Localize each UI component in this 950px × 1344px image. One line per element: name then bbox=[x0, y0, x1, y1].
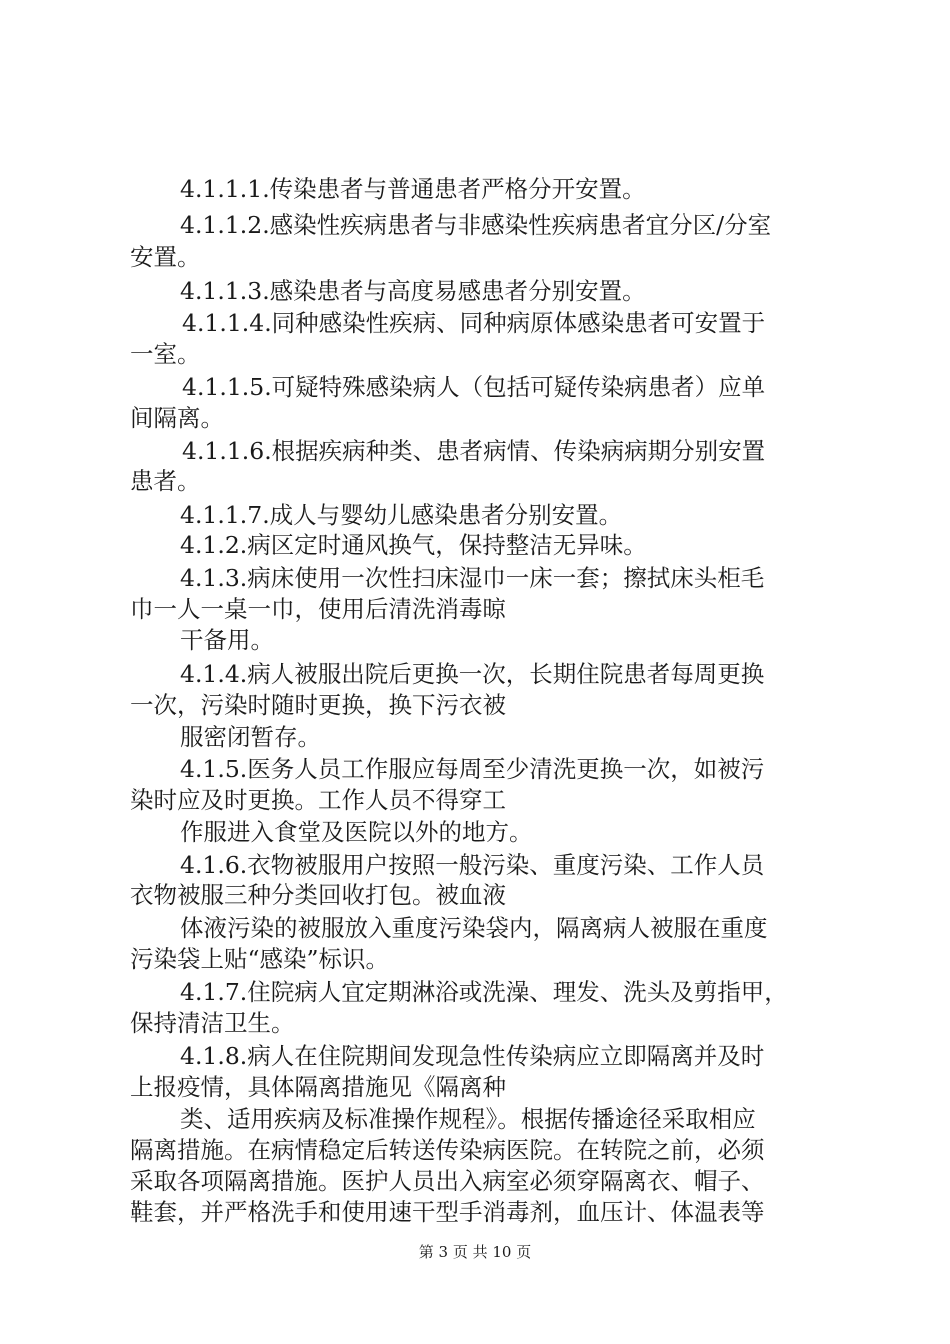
page-number-footer: 第 3 页 共 10 页 bbox=[418, 1243, 532, 1261]
text-line: 巾一人一桌一巾，使用后清洗消毒晾 bbox=[130, 595, 506, 623]
text-line: 4.1.1.3.感染患者与高度易感患者分别安置。 bbox=[180, 277, 646, 305]
text-line: 体液污染的被服放入重度污染袋内，隔离病人被服在重度 bbox=[180, 914, 768, 942]
text-line: 4.1.8.病人在住院期间发现急性传染病应立即隔离并及时 bbox=[180, 1042, 765, 1070]
text-line: 采取各项隔离措施。医护人员出入病室必须穿隔离衣、帽子、 bbox=[130, 1167, 765, 1195]
text-line: 4.1.1.2.感染性疾病患者与非感染性疾病患者宜分区/分室 bbox=[180, 211, 772, 239]
text-line: 隔离措施。在病情稳定后转送传染病医院。在转院之前，必须 bbox=[130, 1136, 765, 1164]
text-line: 4.1.3.病床使用一次性扫床湿巾一床一套；擦拭床头柜毛 bbox=[180, 564, 765, 592]
text-line: 安置。 bbox=[130, 243, 201, 271]
text-line: 一次，污染时随时更换，换下污衣被 bbox=[130, 691, 506, 719]
text-line: 4.1.4.病人被服出院后更换一次，长期住院患者每周更换 bbox=[180, 660, 765, 688]
text-line: 患者。 bbox=[130, 467, 201, 495]
text-line: 4.1.1.6.根据疾病种类、患者病情、传染病病期分别安置 bbox=[182, 437, 766, 465]
text-line: 4.1.1.5.可疑特殊感染病人（包括可疑传染病患者）应单 bbox=[182, 373, 766, 401]
text-line: 4.1.1.7.成人与婴幼儿感染患者分别安置。 bbox=[180, 501, 623, 529]
text-line: 4.1.2.病区定时通风换气，保持整洁无异味。 bbox=[180, 531, 647, 559]
text-line: 4.1.5.医务人员工作服应每周至少清洗更换一次，如被污 bbox=[180, 755, 765, 783]
text-line: 间隔离。 bbox=[130, 404, 224, 432]
text-line: 类、适用疾病及标准操作规程》。根据传播途径采取相应 bbox=[180, 1105, 756, 1133]
text-line: 服密闭暂存。 bbox=[180, 723, 321, 751]
text-line: 衣物被服三种分类回收打包。被血液 bbox=[130, 881, 506, 909]
text-line: 鞋套，并严格洗手和使用速干型手消毒剂，血压计、体温表等 bbox=[130, 1198, 765, 1226]
text-line: 4.1.6.衣物被服用户按照一般污染、重度污染、工作人员 bbox=[180, 851, 765, 879]
text-line: 上报疫情，具体隔离措施见《隔离种 bbox=[130, 1073, 506, 1101]
text-line: 作服进入食堂及医院以外的地方。 bbox=[180, 818, 533, 846]
text-line: 染时应及时更换。工作人员不得穿工 bbox=[130, 786, 506, 814]
text-line: 4.1.7.住院病人宜定期淋浴或洗澡、理发、洗头及剪指甲， bbox=[180, 978, 788, 1006]
text-line: 4.1.1.1.传染患者与普通患者严格分开安置。 bbox=[180, 175, 646, 203]
text-line: 一室。 bbox=[130, 340, 201, 368]
text-line: 保持清洁卫生。 bbox=[130, 1009, 295, 1037]
text-line: 污染袋上贴“感染”标识。 bbox=[130, 945, 390, 973]
text-line: 干备用。 bbox=[180, 626, 274, 654]
text-line: 4.1.1.4.同种感染性疾病、同种病原体感染患者可安置于 bbox=[182, 309, 766, 337]
